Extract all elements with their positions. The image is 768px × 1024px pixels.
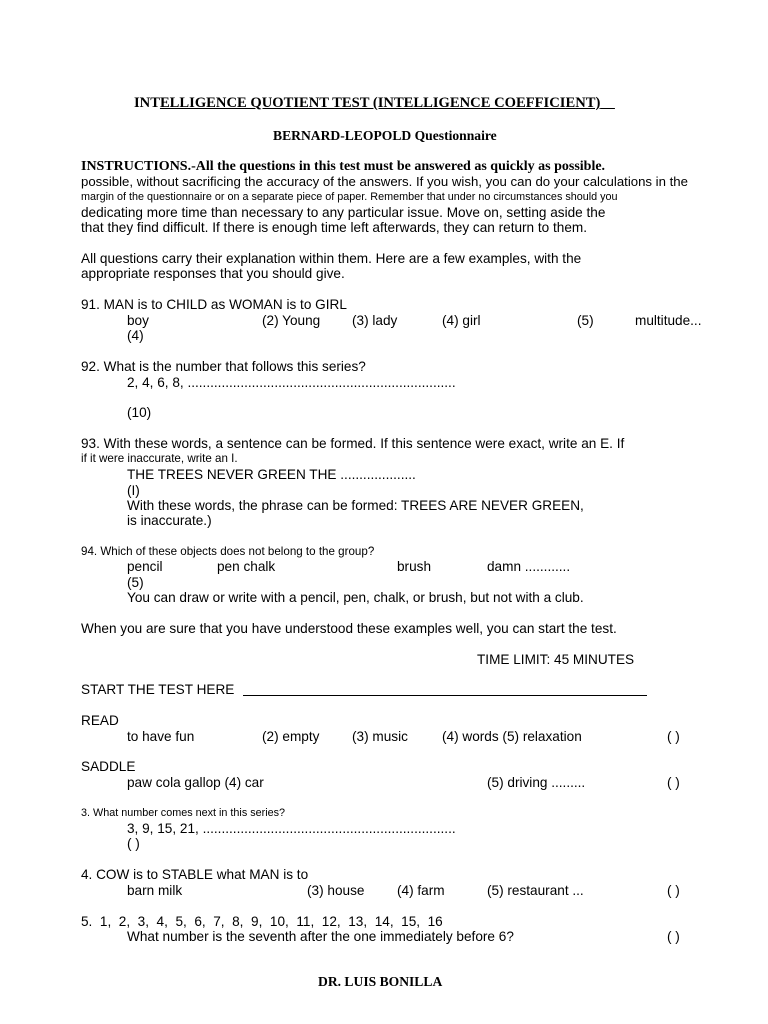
question-option: to have fun [127,729,195,744]
question-option: (4) words (5) relaxation [442,729,582,744]
start-rule [243,695,647,696]
instructions-line: appropriate responses that you should give. [81,266,345,281]
example-phrase: THE TREES NEVER GREEN THE .................... [127,467,416,482]
instructions-line: margin of the questionnaire or on a separate piece of paper. Remember that under no circumstances should you [81,191,618,203]
instructions-line: possible, without sacrificing the accuracy of the answers. If you wish, you can do your calculations in the [81,174,688,189]
example-option: pen chalk [217,559,276,574]
example-option: (3) lady [352,313,398,328]
question-option: (5) driving ......... [487,775,586,790]
question-option: barn milk [127,883,183,898]
question-option: (3) music [352,729,408,744]
example-question: if it were inaccurate, write an I. [81,452,238,465]
question-series: 5. 1, 2, 3, 4, 5, 6, 7, 8, 9, 10, 11, 12, 13, 14, 15, 16 [81,914,443,929]
document-title [134,95,615,111]
question-option: (5) restaurant ... [487,883,584,898]
title-main: ELLIGENCE QUOTIENT TEST (INTELLIGENCE COEFFICIENT) [159,95,601,111]
example-explanation: You can draw or write with a pencil, pen, chalk, or brush, but not with a club. [127,590,584,605]
question-series: 3, 9, 15, 21, ................................................................... [127,821,456,836]
example-answer: (I) [127,483,140,498]
question-text: 4. COW is to STABLE what MAN is to [81,867,309,882]
example-question: 94. Which of these objects does not belong to the group? [81,545,375,558]
question-option: (3) house [307,883,365,898]
instructions-line: dedicating more time than necessary to any particular issue. Move on, setting aside the [81,205,606,220]
title-prefix: INT [134,95,160,111]
instructions-line: that they find difficult. If there is enough time left afterwards, they can return to them. [81,220,588,235]
example-explanation: With these words, the phrase can be formed: TREES ARE NEVER GREEN, [127,498,584,513]
example-answer: (10) [127,405,152,420]
start-label: START THE TEST HERE [81,682,235,697]
instructions-lead: INSTRUCTIONS.-All the questions in this test must be answered as quickly as possible. [81,159,606,174]
example-option: boy [127,313,149,328]
document-subtitle: BERNARD-LEOPOLD Questionnaire [273,128,497,143]
example-explanation: is inaccurate.) [127,513,212,528]
footer-author: DR. LUIS BONILLA [318,974,443,989]
question-text: 3. What number comes next in this series? [81,807,286,819]
example-option: (5) [577,313,594,328]
example-option: (4) girl [442,313,481,328]
example-option: (2) Young [262,313,321,328]
question-option: (2) empty [262,729,320,744]
time-limit: TIME LIMIT: 45 MINUTES [477,652,635,667]
question-option: (4) farm [397,883,445,898]
example-question: 91. MAN is to CHILD as WOMAN is to GIRL [81,297,347,312]
answer-blank[interactable]: ( ) [667,929,680,944]
example-option: brush [397,559,432,574]
example-question: 93. With these words, a sentence can be formed. If this sentence were exact, write an E. If [81,436,625,451]
answer-blank[interactable]: ( ) [667,883,680,898]
question-text: What number is the seventh after the one immediately before 6? [127,929,514,944]
answer-blank[interactable]: ( ) [127,836,140,851]
example-option: multitude... [635,313,702,328]
examples-closing: When you are sure that you have understood these examples well, you can start the test. [81,621,617,636]
example-answer: (5) [127,575,144,590]
question-option: paw cola gallop (4) car [127,775,264,790]
instructions-line: All questions carry their explanation within them. Here are a few examples, with the [81,251,582,266]
answer-blank[interactable]: ( ) [667,729,680,744]
example-question: 92. What is the number that follows this series? [81,359,366,374]
example-series: 2, 4, 6, 8, ....................................................................... [127,375,456,390]
example-option: damn ............ [487,559,571,574]
question-word: SADDLE [81,759,136,774]
question-word: READ [81,713,119,728]
answer-blank[interactable]: ( ) [667,775,680,790]
example-answer: (4) [127,328,144,343]
example-option: pencil [127,559,163,574]
